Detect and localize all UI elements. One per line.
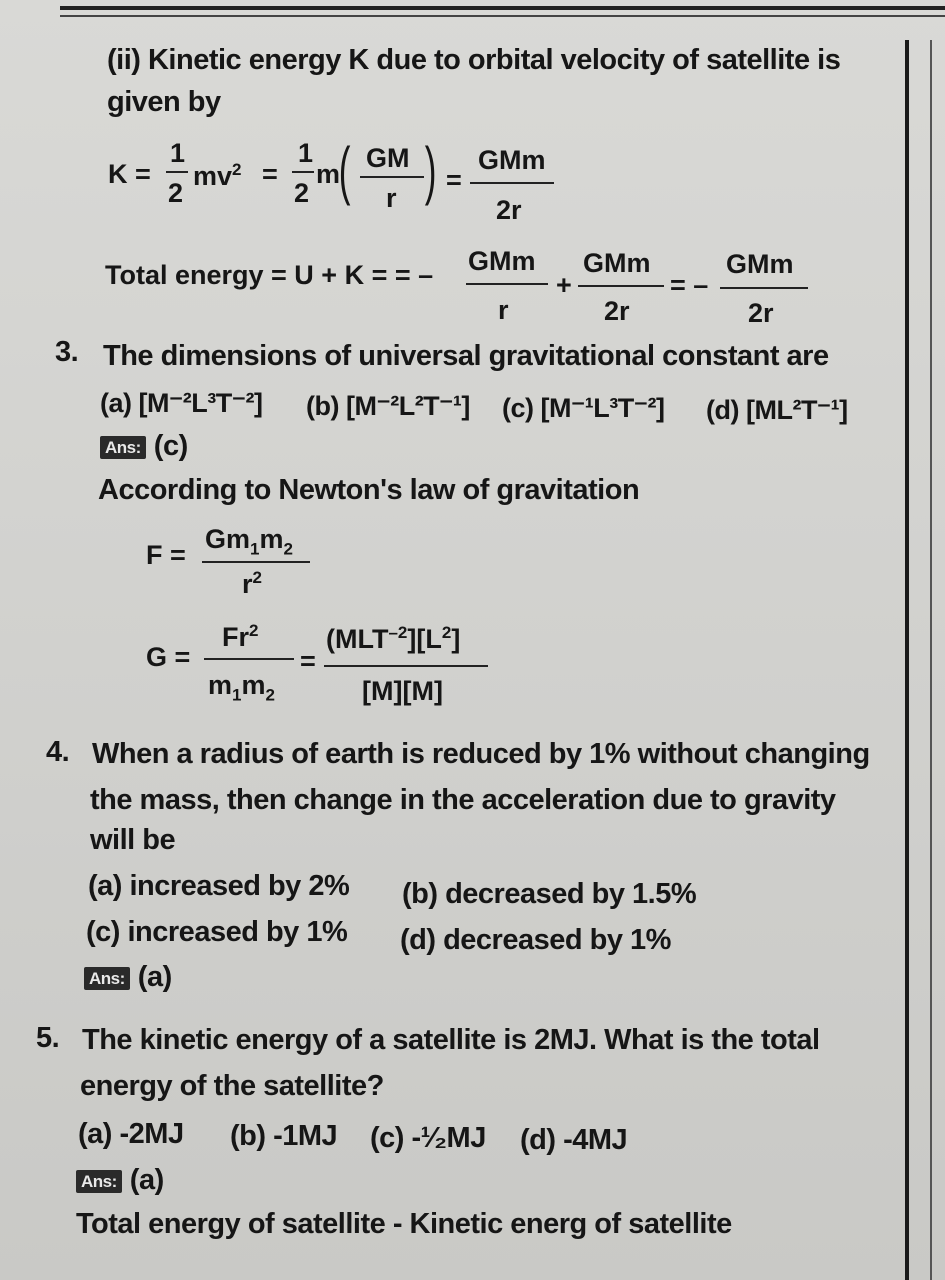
explanation: According to Newton's law of gravitation: [98, 474, 640, 506]
option-a: (a) [M⁻²L³T⁻²]: [100, 388, 263, 418]
part-ii-line2: given by: [107, 86, 221, 118]
option-d: (d) [ML²T⁻¹]: [706, 395, 848, 425]
option-b: (b) decreased by 1.5%: [402, 878, 697, 910]
part-ii-line1: (ii) Kinetic energy K due to orbital velocity of satellite is: [107, 44, 841, 76]
option-c: (c) [M⁻¹L³T⁻²]: [502, 393, 665, 423]
question-number: 5.: [36, 1022, 60, 1054]
option-b: (b) -1MJ: [230, 1120, 338, 1152]
answer-badge: Ans:: [84, 967, 130, 990]
right-border: [905, 40, 909, 1280]
option-d: (d) decreased by 1%: [400, 924, 671, 956]
option-d: (d) -4MJ: [520, 1124, 628, 1156]
question-number: 4.: [46, 736, 70, 768]
answer-badge: Ans:: [100, 436, 146, 459]
question-number: 3.: [55, 336, 79, 368]
answer-line: Ans: (c): [100, 432, 188, 461]
answer-badge: Ans:: [76, 1170, 122, 1193]
question-text-line2: energy of the satellite?: [80, 1070, 384, 1102]
top-rule-thin: [60, 15, 945, 17]
option-b: (b) [M⁻²L²T⁻¹]: [306, 391, 470, 421]
question-text-line1: The kinetic energy of a satellite is 2MJ. What is the total: [82, 1024, 820, 1056]
option-a: (a) increased by 2%: [88, 870, 350, 902]
question-text-line3: will be: [90, 824, 176, 856]
option-c: (c) increased by 1%: [86, 916, 348, 948]
answer-line: Ans: (a): [84, 963, 172, 992]
right-border-thin: [930, 40, 932, 1280]
question-text-line1: When a radius of earth is reduced by 1% without changing: [92, 738, 870, 770]
explanation: Total energy of satellite - Kinetic energ of satellite: [76, 1208, 732, 1240]
question-text-line2: the mass, then change in the acceleration due to gravity: [90, 784, 836, 816]
question-text: The dimensions of universal gravitational constant are: [103, 340, 829, 372]
answer-line: Ans: (a): [76, 1166, 164, 1195]
top-rule: [60, 6, 945, 10]
option-c: (c) -¹⁄₂MJ: [370, 1122, 486, 1154]
option-a: (a) -2MJ: [78, 1118, 184, 1150]
